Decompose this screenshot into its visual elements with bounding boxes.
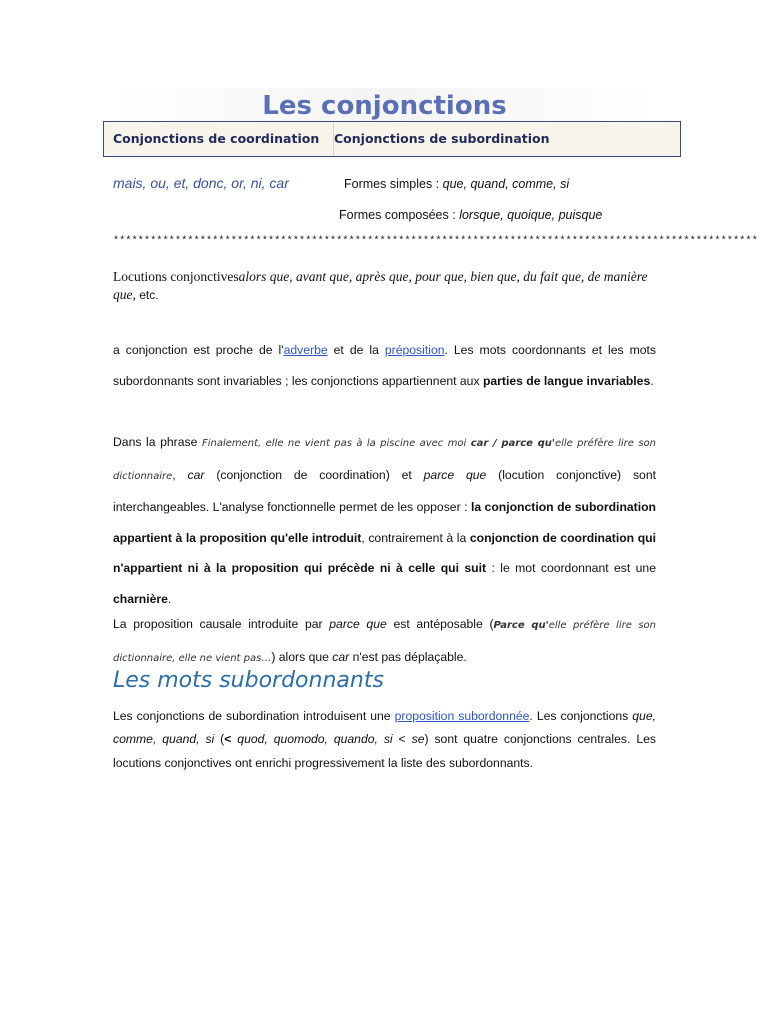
table-header-subordination: Conjonctions de subordination — [334, 131, 550, 146]
text: est antéposable ( — [386, 617, 494, 631]
example-text: elle préfère lire son dictionnaire — [113, 438, 656, 482]
simple-forms-values: que, quand, comme, si — [442, 177, 570, 191]
text: Les conjonctions de subordination introduisent une — [113, 709, 395, 723]
paragraph-example — [113, 427, 656, 614]
section-heading: Les mots subordonnants — [113, 668, 384, 693]
text: . Les mots coordonnants et les mots subordonnants sont invariables ; les conjonctions appartiennent aux — [113, 343, 656, 388]
compound-forms-label: Formes composées : — [339, 208, 460, 222]
italic-text: quod, quomodo, quando, si — [237, 732, 393, 747]
bold-text: conjonction de coordination qui n'appartient ni à la proposition qui précède ni à celle qui suit — [113, 530, 656, 575]
bold-text: charnière — [113, 591, 168, 606]
locutions-etc: etc. — [135, 288, 159, 302]
text: et de la — [327, 343, 385, 357]
bold-text: la conjonction de subordination appartient à la proposition qu'elle introduit — [113, 500, 656, 545]
italic-text: parce que — [423, 467, 487, 482]
text: ( — [214, 732, 225, 747]
text: : le mot coordonnant est une — [486, 561, 656, 575]
separator-line: ******************************************************************************************************** — [113, 236, 758, 247]
link-adverbe[interactable]: adverbe — [283, 343, 328, 357]
italic-text: se — [411, 732, 425, 747]
paragraph-conjunction-definition — [113, 335, 656, 396]
locutions-values: alors que, avant que, après que, pour que, bien que, du fait que, de manière que, — [113, 269, 648, 302]
locutions-paragraph — [113, 268, 658, 304]
italic-text: car — [187, 467, 205, 482]
italic-text: parce que — [329, 617, 387, 631]
text: < — [392, 732, 412, 747]
locutions-label: Locutions conjonctives — [113, 269, 239, 284]
paragraph-causal — [113, 609, 656, 674]
italic-text: que, comme, quand, si — [113, 709, 657, 747]
simple-forms-line — [344, 177, 569, 191]
example-text: , elle ne vient pas à la piscine avec moi — [258, 438, 471, 449]
text: , contrairement à la — [361, 530, 470, 545]
text: Dans la phrase — [113, 435, 202, 449]
bold-text: < — [224, 732, 232, 747]
conjunctions-table — [103, 121, 681, 157]
coordination-list: mais, ou, et, donc, or, ni, car — [113, 175, 289, 191]
example-text: Finalement — [201, 438, 259, 449]
link-preposition[interactable]: préposition — [384, 343, 445, 357]
example-text: elle préfère lire son dictionnaire, elle ne vient pas… — [113, 620, 656, 664]
example-bold: Parce qu' — [493, 620, 549, 631]
italic-text: car — [332, 649, 350, 664]
text: a conjonction est proche de l' — [113, 343, 284, 357]
text: (locution conjonctive) sont interchangeables. L'analyse fonctionnelle permet de les opposer : — [113, 467, 656, 514]
simple-forms-label: Formes simples : — [344, 177, 443, 191]
text: ) alors que — [271, 649, 333, 664]
compound-forms-values: lorsque, quoique, puisque — [459, 208, 603, 222]
text: . Les conjonctions — [529, 709, 633, 723]
text: . — [167, 591, 172, 606]
text: La proposition causale introduite par — [113, 617, 330, 631]
paragraph-subordinating — [113, 705, 656, 775]
text: . — [650, 373, 654, 388]
table-header-coordination: Conjonctions de coordination — [113, 131, 320, 146]
text: ) sont quatre conjonctions centrales. Les locutions conjonctives ont enrichi progressivement la liste des subordonnants. — [113, 732, 656, 770]
compound-forms-line — [339, 208, 602, 222]
page-title: Les conjonctions — [262, 91, 507, 121]
example-bold: car / parce qu' — [470, 438, 555, 449]
bold-text: parties de langue invariables — [482, 373, 651, 388]
text: , — [172, 467, 188, 482]
text: n'est pas déplaçable. — [349, 649, 467, 664]
text: (conjonction de coordination) et — [204, 467, 424, 482]
link-proposition-subordonnee[interactable]: proposition subordonnée — [394, 709, 530, 723]
